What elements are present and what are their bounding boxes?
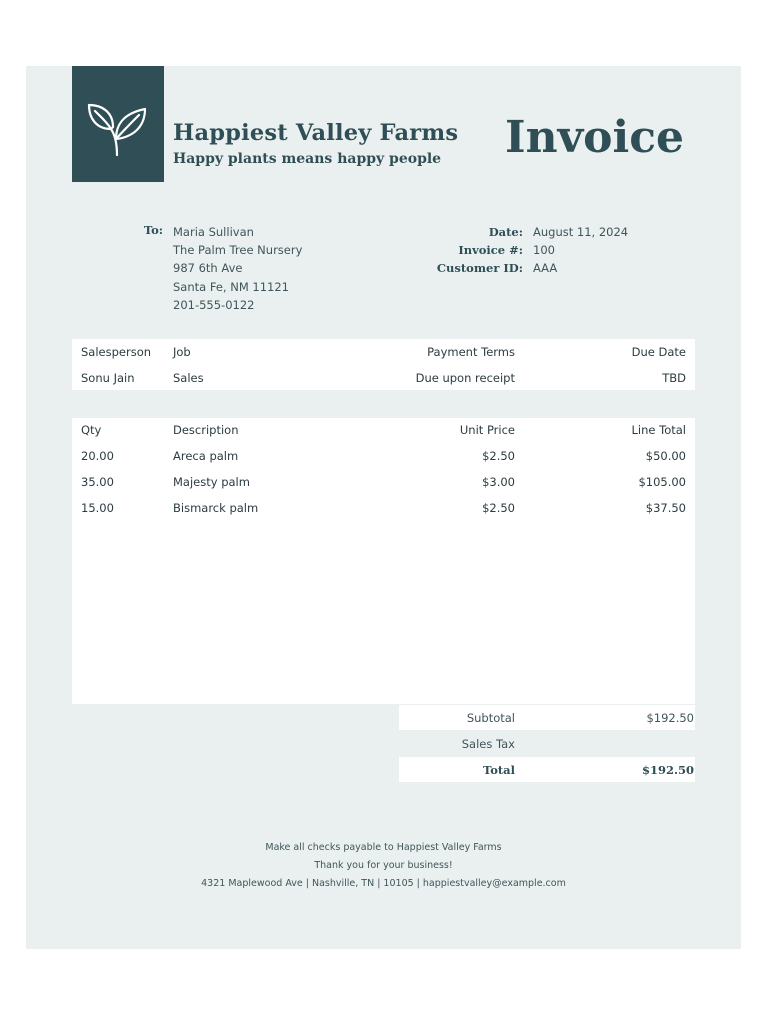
job-value: Sales xyxy=(173,371,204,385)
bill-to-city: Santa Fe, NM 11121 xyxy=(173,279,289,294)
company-tagline: Happy plants means happy people xyxy=(173,151,442,167)
bill-to-street: 987 6th Ave xyxy=(173,261,243,276)
due-date-value: TBD xyxy=(662,371,686,385)
bill-to-name: Maria Sullivan xyxy=(173,225,254,239)
total-row xyxy=(399,757,695,782)
qty-header: Qty xyxy=(81,423,102,437)
bill-to-label: To: xyxy=(143,223,163,237)
table-row-qty: 20.00 xyxy=(81,449,114,463)
table-row-line-total: $37.50 xyxy=(645,501,686,515)
terms-table xyxy=(72,339,695,390)
salesperson-header: Salesperson xyxy=(81,345,152,359)
table-row-unit-price: $3.00 xyxy=(482,475,515,489)
table-row-line-total: $105.00 xyxy=(638,475,686,489)
bill-to-phone: 201-555-0122 xyxy=(173,297,255,312)
payment-terms-header: Payment Terms xyxy=(427,345,515,359)
unit-price-header: Unit Price xyxy=(459,423,515,437)
leaf-icon xyxy=(85,89,151,159)
company-name: Happiest Valley Farms xyxy=(173,120,459,146)
sales-tax-row xyxy=(399,731,695,756)
date-label: Date: xyxy=(488,225,523,239)
table-row-description: Areca palm xyxy=(173,449,239,463)
table-row-qty: 35.00 xyxy=(81,475,114,489)
bill-to-block xyxy=(173,223,302,314)
subtotal-value: $192.50 xyxy=(646,711,694,725)
customer-id-label: Customer ID: xyxy=(436,261,523,276)
sales-tax-label: Sales Tax xyxy=(461,737,515,751)
due-date-header: Due Date xyxy=(631,345,686,359)
job-header: Job xyxy=(173,345,191,359)
table-row-description: Majesty palm xyxy=(173,475,250,489)
invoice-number-value: 100 xyxy=(533,243,555,258)
salesperson-value: Sonu Jain xyxy=(81,371,135,385)
invoice-title: Invoice xyxy=(505,112,684,163)
footer-payable-note: Make all checks payable to Happiest Valley Farms xyxy=(265,842,502,853)
table-row-unit-price: $2.50 xyxy=(482,449,515,463)
table-row-line-total: $50.00 xyxy=(645,449,686,463)
subtotal-row xyxy=(399,705,695,730)
line-total-header: Line Total xyxy=(631,423,686,437)
description-header: Description xyxy=(173,423,239,437)
total-label: Total xyxy=(482,763,515,777)
invoice-meta-values xyxy=(533,223,628,278)
footer-address: 4321 Maplewood Ave | Nashville, TN | 10105 | happiestvalley@example.com xyxy=(201,878,566,889)
table-row-qty: 15.00 xyxy=(81,501,114,515)
table-row-description: Bismarck palm xyxy=(173,501,259,515)
invoice-number-label: Invoice #: xyxy=(458,243,523,258)
customer-id-value: AAA xyxy=(533,261,558,276)
payment-terms-value: Due upon receipt xyxy=(415,371,515,385)
company-logo xyxy=(72,66,164,182)
table-row-unit-price: $2.50 xyxy=(482,501,515,515)
subtotal-label: Subtotal xyxy=(466,711,515,725)
footer-thank-you: Thank you for your business! xyxy=(314,860,453,871)
invoice-meta-labels xyxy=(400,223,523,278)
total-value: $192.50 xyxy=(641,763,694,777)
bill-to-company: The Palm Tree Nursery xyxy=(173,243,303,258)
date-value: August 11, 2024 xyxy=(533,225,629,239)
line-items-table xyxy=(72,418,695,704)
